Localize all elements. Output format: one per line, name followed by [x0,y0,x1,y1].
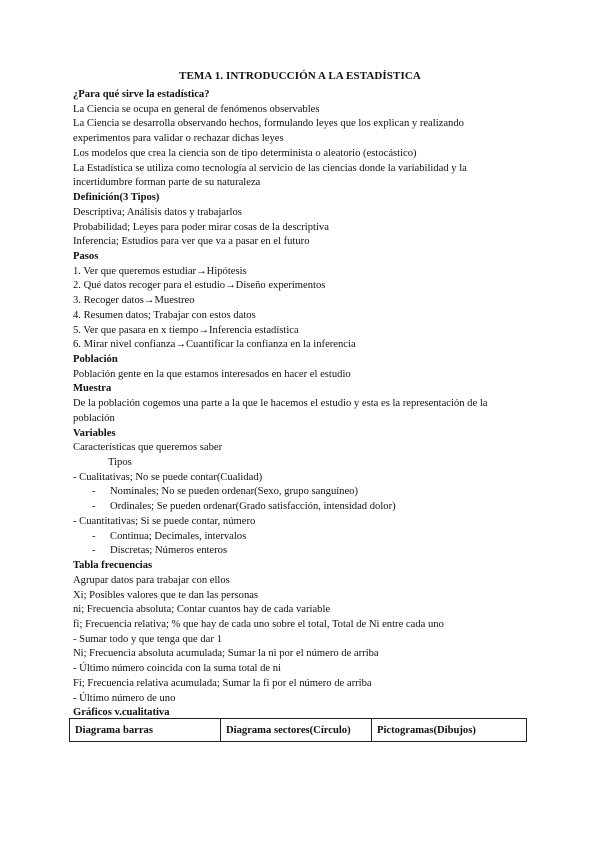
section-heading [73,559,533,572]
section-heading [73,88,533,101]
line-text: incertidumbre forman parte de su naturaleza [73,177,261,189]
line-text: experimentos para validar o rechazar dichas leyes [73,133,284,145]
text-line [73,265,533,278]
text-line [73,589,533,602]
section-heading [73,382,533,395]
line-text: Agrupar datos para trabajar con ellos [73,574,230,586]
list-item [92,500,552,513]
text-line [73,574,533,587]
table-cell: Pictogramas(Dibujos) [372,719,527,742]
line-text: Inferencia; Estudios para ver que va a pasar en el futuro [73,236,310,248]
text-line [73,103,533,116]
line-text: Los modelos que crea la ciencia son de tipo determinista o aleatorio (estocástico) [73,147,417,159]
line-text: Probabilidad; Leyes para poder mirar cosas de la descriptiva [73,221,329,233]
list-item [92,544,552,557]
line-text: población [73,412,115,424]
line-text: Discretas; Números enteros [110,545,228,557]
line-text: Pasos [73,250,99,262]
line-text: - Sumar todo y que tenga que dar 1 [73,633,222,645]
table-cell: Diagrama sectores(Círculo) [221,719,372,742]
text-line [73,647,533,660]
list-item [92,485,552,498]
line-text: Características que queremos saber [73,442,223,454]
line-text: - Cuantitativas; Si se puede contar, número [73,515,256,527]
line-text: Ordinales; Se pueden ordenar(Grado satisfacción, intensidad dolor) [110,501,396,513]
section-heading [73,427,533,440]
line-text: Variables [73,427,116,439]
line-text: ni; Frecuencia absoluta; Contar cuantos hay de cada variable [73,604,331,616]
bullet-dash: - [92,486,96,498]
line-text: - Cualitativas; No se puede contar(Cualidad) [73,471,263,483]
list-item [92,530,552,543]
line-text: 6. Mirar nivel confianza→Cuantificar la confianza en la inferencia [73,339,356,351]
line-text: Muestra [73,383,112,395]
text-line [73,221,533,234]
table-cell: Diagrama barras [70,719,221,742]
line-text: Nominales; No se pueden ordenar(Sexo, grupo sanguíneo) [110,486,359,498]
bullet-dash: - [92,530,96,542]
bullet-dash: - [92,545,96,557]
line-text: La Ciencia se desarrolla observando hechos, formulando leyes que los explican y realizando [73,118,464,130]
text-line [73,618,533,631]
text-line [73,662,533,675]
line-text: fi; Frecuencia relativa; % que hay de cada uno sobre el total, Total de Ni entre cada uno [73,618,444,630]
line-text: 5. Ver que pasara en x tiempo→Inferencia estadística [73,324,299,336]
line-text: Tipos [108,457,132,468]
text-line [73,117,533,130]
bullet-dash: - [92,501,96,513]
line-text: 1. Ver que queremos estudiar→Hipótesis [73,265,247,277]
section-heading [73,353,533,366]
text-line [73,279,533,292]
text-line [73,162,533,175]
text-line [73,132,533,145]
line-text: Población [73,354,118,365]
line-text: - Último número coincida con la suma total de ni [73,663,281,675]
line-text: - Último número de uno [73,692,176,704]
line-text: La Estadística se utiliza como tecnología al servicio de las ciencias donde la variabilidad y la [73,162,467,174]
section-heading [73,250,533,263]
text-line [73,603,533,616]
text-line [73,633,533,646]
text-line [73,441,533,454]
text-line [73,677,533,690]
line-text: 2. Qué datos recoger para el estudio→Diseño experimentos [73,280,326,292]
line-text: Continua; Decimales, intervalos [110,530,247,542]
line-text: ¿Para qué sirve la estadística? [73,89,210,100]
text-line [73,368,533,381]
text-line [73,471,533,484]
line-text: Definición(3 Tipos) [73,192,160,203]
text-line [73,176,533,189]
text-line [73,235,533,248]
line-text: Tabla frecuencias [73,560,153,571]
text-line [73,692,533,705]
text-line [73,515,533,528]
text-line [73,294,533,307]
line-text: Población gente en la que estamos interesados en hacer el estudio [73,368,351,380]
line-text: 3. Recoger datos→Muestreo [73,295,195,307]
text-line [73,324,533,337]
text-line [73,397,533,410]
line-text: La Ciencia se ocupa en general de fenómenos observables [73,103,320,115]
line-text: Fi; Frecuencia relativa acumulada; Sumar la fi por el número de arriba [73,677,372,689]
chart-types-table [69,718,527,742]
line-text: Descriptiva; Análisis datos y trabajarlos [73,206,242,218]
text-line [73,412,533,425]
line-text: De la población cogemos una parte a la que le hacemos el estudio y esta es la representación de la [73,398,488,410]
text-line [73,147,533,160]
table-row [70,719,527,742]
text-line [73,338,533,351]
document-title: TEMA 1. INTRODUCCIÓN A LA ESTADÍSTICA [179,70,421,82]
line-text: 4. Resumen datos; Trabajar con estos datos [73,309,256,321]
text-line [108,456,568,469]
line-text: Gráficos v.cualitativa [73,707,170,719]
line-text: Ni; Frecuencia absoluta acumulada; Sumar la ni por el número de arriba [73,648,379,660]
section-heading [73,191,533,204]
text-line [73,309,533,322]
text-line [73,206,533,219]
line-text: Xi; Posibles valores que te dan las personas [73,589,259,601]
